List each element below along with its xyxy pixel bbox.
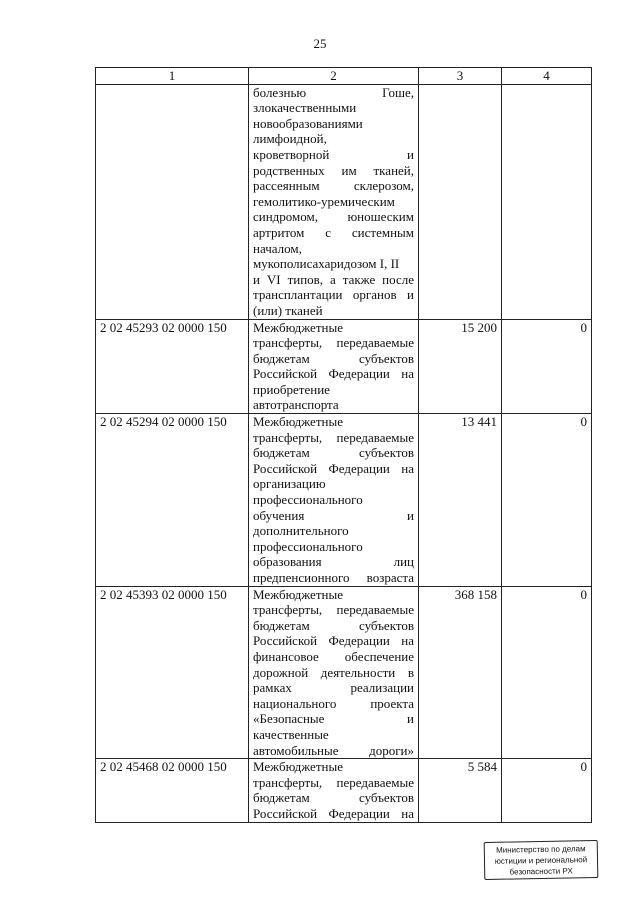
- description-line: приобретение: [253, 381, 330, 397]
- amount-cell: 13 441: [419, 414, 502, 587]
- column-header-4: 4: [502, 68, 592, 85]
- description-line: профессионального: [253, 538, 363, 554]
- description-line: трансферты, передаваемые: [253, 429, 414, 445]
- table-row: [96, 759, 592, 822]
- description-line: бюджетам субъектов: [253, 617, 414, 633]
- description-line: гемолитико-уремическим: [253, 193, 395, 209]
- amount-cell: 15 200: [419, 319, 502, 414]
- table-header-row: [96, 68, 592, 85]
- description-cell: [249, 84, 419, 319]
- description-line: Межбюджетные: [253, 759, 343, 775]
- description-line: профессионального: [253, 492, 363, 508]
- amount-cell: [419, 84, 502, 319]
- amount-cell-col4: [502, 84, 592, 319]
- description-line: Российской Федерации на: [253, 633, 414, 649]
- amount-cell-col4: 0: [502, 586, 592, 759]
- amount-cell-col4: 0: [502, 319, 592, 414]
- description-line: Межбюджетные: [253, 586, 343, 602]
- description-line: новообразованиями: [253, 115, 363, 131]
- description-cell: [249, 414, 419, 587]
- description-line: «Безопасные и: [253, 711, 414, 727]
- table-body: [96, 84, 592, 822]
- description-line: бюджетам субъектов: [253, 350, 414, 366]
- description-line: трансферты, передаваемые: [253, 774, 414, 790]
- amount-cell: 368 158: [419, 586, 502, 759]
- budget-code-cell: 2 02 45294 02 0000 150: [96, 414, 249, 587]
- description-line: трансплантации органов и: [253, 287, 414, 303]
- amount-cell-col4: 0: [502, 414, 592, 587]
- description-line: и VI типов, а также после: [253, 271, 414, 287]
- table-row: [96, 414, 592, 587]
- budget-code-cell: 2 02 45468 02 0000 150: [96, 759, 249, 822]
- description-line: Российской Федерации на: [253, 366, 414, 382]
- description-cell: [249, 759, 419, 822]
- description-line: Межбюджетные: [253, 319, 343, 335]
- description-line: рассеянным склерозом,: [253, 178, 414, 194]
- description-line: артритом с системным: [253, 224, 414, 240]
- description-line: автомобильные дороги»: [253, 742, 414, 758]
- description-line: бюджетам субъектов: [253, 445, 414, 461]
- description-line: злокачественными: [253, 100, 357, 116]
- column-header-1: 1: [96, 68, 249, 85]
- description-line: дополнительного: [253, 523, 349, 539]
- description-line: образования лиц: [253, 554, 414, 570]
- description-line: кроветворной и: [253, 146, 414, 162]
- amount-cell-col4: 0: [502, 759, 592, 822]
- amount-cell: 5 584: [419, 759, 502, 822]
- stamp-line: Министерство по делам: [496, 844, 586, 855]
- budget-code-cell: 2 02 45293 02 0000 150: [96, 319, 249, 414]
- description-line: качественные: [253, 726, 329, 742]
- description-line: началом,: [253, 240, 302, 256]
- description-line: лимфоидной,: [253, 131, 327, 147]
- budget-code-cell: 2 02 45393 02 0000 150: [96, 586, 249, 759]
- stamp-line: юстиции и региональной: [494, 855, 588, 866]
- description-line: дорожной деятельности в: [253, 664, 414, 680]
- description-line: (или) тканей: [253, 302, 323, 318]
- description-line: финансовое обеспечение: [253, 648, 414, 664]
- stamp-line: безопасности РХ: [509, 866, 573, 877]
- description-line: Российской Федерации на: [253, 460, 414, 476]
- description-line: рамках реализации: [253, 680, 414, 696]
- description-line: обучения и: [253, 507, 414, 523]
- ministry-stamp: [484, 840, 599, 880]
- description-line: автотранспорта: [253, 397, 339, 413]
- description-line: болезнью Гоше,: [253, 84, 414, 100]
- description-cell: [249, 319, 419, 414]
- description-line: национального проекта: [253, 695, 414, 711]
- description-line: Российской Федерации на: [253, 805, 414, 821]
- description-line: организацию: [253, 476, 326, 492]
- budget-code-cell: [96, 84, 249, 319]
- description-line: бюджетам субъектов: [253, 790, 414, 806]
- description-line: трансферты, передаваемые: [253, 602, 414, 618]
- table-row: [96, 319, 592, 414]
- table-row: [96, 586, 592, 759]
- column-header-3: 3: [419, 68, 502, 85]
- table-row: [96, 84, 592, 319]
- description-cell: [249, 586, 419, 759]
- description-line: предпенсионного возраста: [253, 570, 414, 585]
- description-line: родственных им тканей,: [253, 162, 414, 178]
- page-number: 25: [313, 36, 327, 51]
- description-line: мукополисахаридозом I, II: [253, 256, 400, 272]
- description-line: Межбюджетные: [253, 414, 343, 430]
- budget-table: [95, 67, 592, 823]
- description-line: синдромом, юношеским: [253, 209, 414, 225]
- description-line: трансферты, передаваемые: [253, 335, 414, 351]
- column-header-2: 2: [249, 68, 419, 85]
